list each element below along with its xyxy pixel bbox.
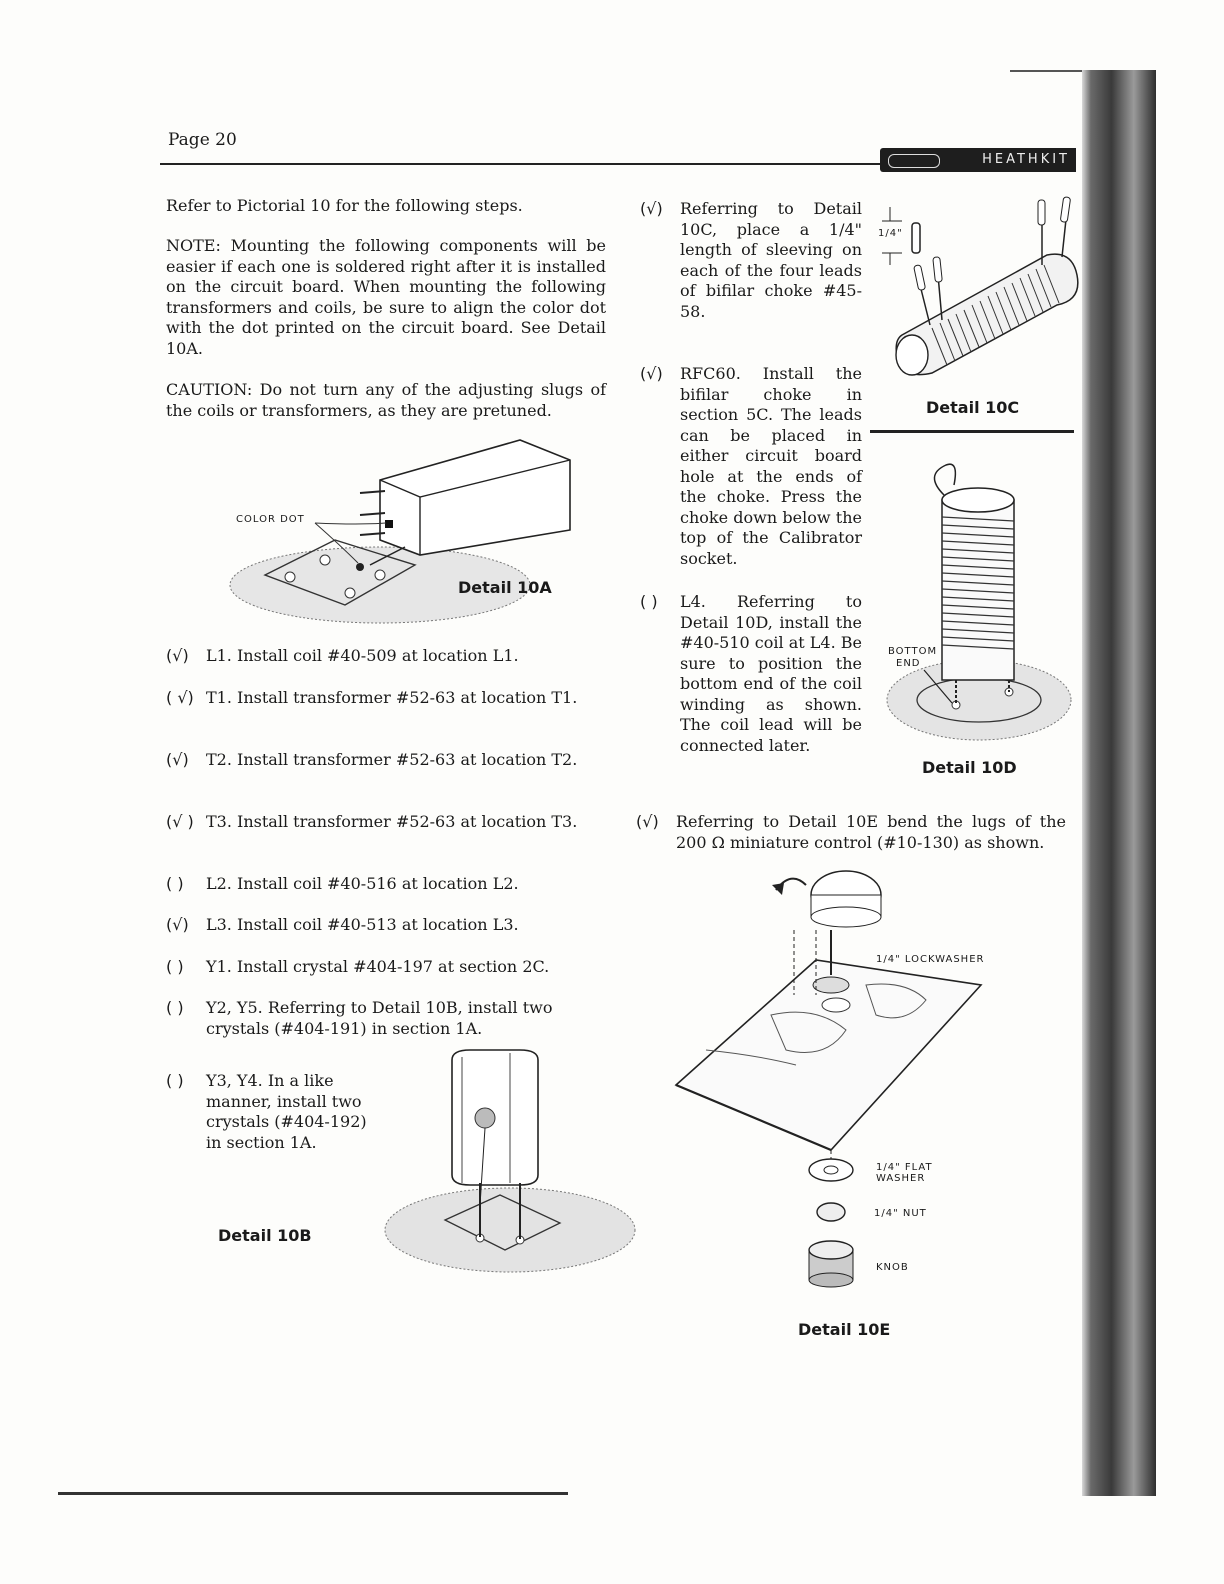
label-nut: 1/4" NUT	[874, 1208, 927, 1219]
detail-10b-illustration	[380, 1045, 630, 1275]
step-y3-y4-text: Y3, Y4. In a like manner, install two crystals (#404-192) in section 1A.	[206, 1071, 367, 1152]
step-t3-text: T3. Install transformer #52-63 at location T3.	[206, 812, 578, 831]
detail-10a-caption: Detail 10A	[458, 578, 552, 597]
step-t2	[166, 750, 606, 771]
label-quarter-inch: 1/4"	[878, 228, 903, 239]
label-lockwasher: 1/4" LOCKWASHER	[876, 954, 985, 965]
detail-10b-caption: Detail 10B	[218, 1226, 312, 1245]
step-l1-text: L1. Install coil #40-509 at location L1.	[206, 646, 519, 665]
step-y1	[166, 957, 606, 978]
logo-emblem-icon	[888, 154, 940, 168]
step-y2-y5-text: Y2, Y5. Referring to Detail 10B, install two crystals (#404-191) in section 1A.	[206, 998, 553, 1038]
detail-10e-caption: Detail 10E	[798, 1320, 891, 1339]
binding-edge-shadow	[1082, 70, 1156, 1496]
label-flat-washer-line2: WASHER	[876, 1173, 926, 1184]
detail-10c-caption: Detail 10C	[926, 398, 1020, 417]
caution-text: CAUTION: Do not turn any of the adjusting slugs of the coils or transformers, as they are pretuned.	[166, 380, 606, 420]
step-10c-text: Referring to Detail 10C, place a 1/4" length of sleeving on each of the four leads of bifilar choke #45-58.	[680, 199, 862, 321]
step-t2-text: T2. Install transformer #52-63 at location T2.	[206, 750, 578, 769]
checkbox-y1[interactable]: ( )	[166, 957, 184, 976]
checkbox-l2[interactable]: ( )	[166, 874, 184, 893]
step-l3	[166, 915, 606, 936]
step-t1-text: T1. Install transformer #52-63 at location T1.	[206, 688, 578, 707]
checkbox-10c[interactable]: (√)	[640, 199, 663, 218]
step-l1	[166, 646, 606, 667]
checkbox-t1[interactable]: ( √)	[166, 688, 194, 707]
label-bottom: BOTTOM	[888, 646, 938, 657]
checkbox-l1[interactable]: (√)	[166, 646, 189, 665]
label-flat-washer-line1: 1/4" FLAT	[876, 1162, 933, 1173]
step-10e	[636, 812, 1066, 853]
detail-10e-illustration	[676, 865, 996, 1295]
step-y3-y4	[166, 1071, 386, 1153]
step-t1	[166, 688, 606, 709]
step-l4	[640, 592, 862, 756]
bottom-rule	[58, 1492, 568, 1495]
intro-text: Refer to Pictorial 10 for the following steps.	[166, 196, 523, 215]
logo-text: HEATHKIT	[982, 152, 1070, 167]
step-10c	[640, 199, 862, 322]
checkbox-y2-y5[interactable]: ( )	[166, 998, 184, 1017]
checkbox-l3[interactable]: (√)	[166, 915, 189, 934]
label-knob: KNOB	[876, 1262, 909, 1273]
page-edge-line	[1010, 70, 1084, 72]
heathkit-logo	[880, 148, 1076, 172]
detail-10d-caption: Detail 10D	[922, 758, 1017, 777]
detail-separator-rule	[870, 430, 1074, 433]
step-rfc60-text: RFC60. Install the bifilar choke in section 5C. The leads can be placed in either circuit board hole at the ends of the choke. Press the choke down below the top of the Calibrator socket.	[680, 364, 862, 568]
step-10e-text: Referring to Detail 10E bend the lugs of the 200 Ω miniature control (#10-130) as shown.	[676, 812, 1066, 852]
step-t3	[166, 812, 606, 833]
checkbox-t2[interactable]: (√)	[166, 750, 189, 769]
step-rfc60	[640, 364, 862, 569]
checkbox-l4[interactable]: ( )	[640, 592, 658, 611]
checkbox-10e[interactable]: (√)	[636, 812, 659, 831]
checkbox-t3[interactable]: (√ )	[166, 812, 194, 831]
step-y2-y5	[166, 998, 606, 1039]
label-end: END	[896, 658, 921, 669]
detail-10c-illustration	[872, 195, 1080, 395]
step-y1-text: Y1. Install crystal #404-197 at section 2C.	[206, 957, 550, 976]
checkbox-rfc60[interactable]: (√)	[640, 364, 663, 383]
step-l3-text: L3. Install coil #40-513 at location L3.	[206, 915, 519, 934]
label-color-dot: COLOR DOT	[236, 514, 305, 525]
note-text: NOTE: Mounting the following components will be easier if each one is soldered right after it is installed on the circuit board. When mounting the following transformers and coils, be sure to align the color dot with the dot printed on the circuit board. See Detail 10A.	[166, 236, 606, 358]
step-l4-text: L4. Referring to Detail 10D, install the #40-510 coil at L4. Be sure to position the bottom end of the coil winding as shown. The coil lead will be connected later.	[680, 592, 862, 755]
step-l2-text: L2. Install coil #40-516 at location L2.	[206, 874, 519, 893]
page-number: Page 20	[168, 130, 237, 150]
detail-10d-illustration	[884, 455, 1074, 755]
checkbox-y3-y4[interactable]: ( )	[166, 1071, 184, 1090]
step-l2	[166, 874, 606, 895]
